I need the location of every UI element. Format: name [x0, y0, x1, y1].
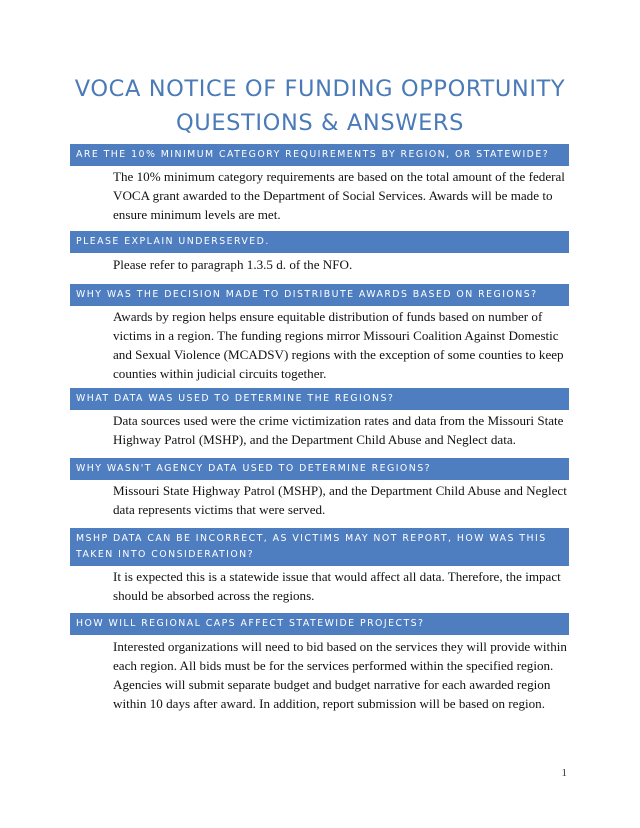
page-title	[0, 72, 640, 140]
page-number: 1	[561, 767, 567, 779]
question-heading: HOW WILL REGIONAL CAPS AFFECT STATEWIDE PROJECTS?	[70, 613, 569, 635]
question-heading: MSHP DATA CAN BE INCORRECT, AS VICTIMS MAY NOT REPORT, HOW WAS THIS TAKEN INTO CONSIDERATION?	[70, 528, 569, 566]
question-heading: WHY WASN'T AGENCY DATA USED TO DETERMINE REGIONS?	[70, 458, 569, 480]
answer-text: It is expected this is a statewide issue that would affect all data. Therefore, the impact should be absorbed across the regions.	[113, 569, 561, 603]
question-heading: WHY WAS THE DECISION MADE TO DISTRIBUTE AWARDS BASED ON REGIONS?	[70, 284, 569, 306]
answer-text: Data sources used were the crime victimization rates and data from the Missouri State Highway Patrol (MSHP), and the Department Child Abuse and Neglect data.	[113, 413, 564, 447]
title-line-1: VOCA NOTICE OF FUNDING OPPORTUNITY	[74, 76, 566, 102]
answer-text: Interested organizations will need to bid based on the services they will provide within each region. All bids must be for the services performed within the specified region. Agencies will submit separate budget and budget narrative for each awarded region within 10 days after award. In addition, report submission will be based on region.	[113, 639, 567, 711]
question-heading: WHAT DATA WAS USED TO DETERMINE THE REGIONS?	[70, 388, 569, 410]
answer-text: Please refer to paragraph 1.3.5 d. of the NFO.	[113, 257, 353, 272]
answer-text: The 10% minimum category requirements are based on the total amount of the federal VOCA grant awarded to the Department of Social Services. Awards will be made to ensure minimum levels are met.	[113, 169, 565, 222]
title-line-2: QUESTIONS & ANSWERS	[175, 110, 464, 136]
answer-text: Missouri State Highway Patrol (MSHP), and the Department Child Abuse and Neglect data represents victims that were served.	[113, 483, 567, 517]
question-heading: ARE THE 10% MINIMUM CATEGORY REQUIREMENTS BY REGION, OR STATEWIDE?	[70, 144, 569, 166]
answer-text: Awards by region helps ensure equitable distribution of funds based on number of victims in a region. The funding regions mirror Missouri Coalition Against Domestic and Sexual Violence (MCADSV) regions with the exception of some counties to keep counties within judicial circuits together.	[113, 309, 564, 381]
question-heading: PLEASE EXPLAIN UNDERSERVED.	[70, 231, 569, 253]
